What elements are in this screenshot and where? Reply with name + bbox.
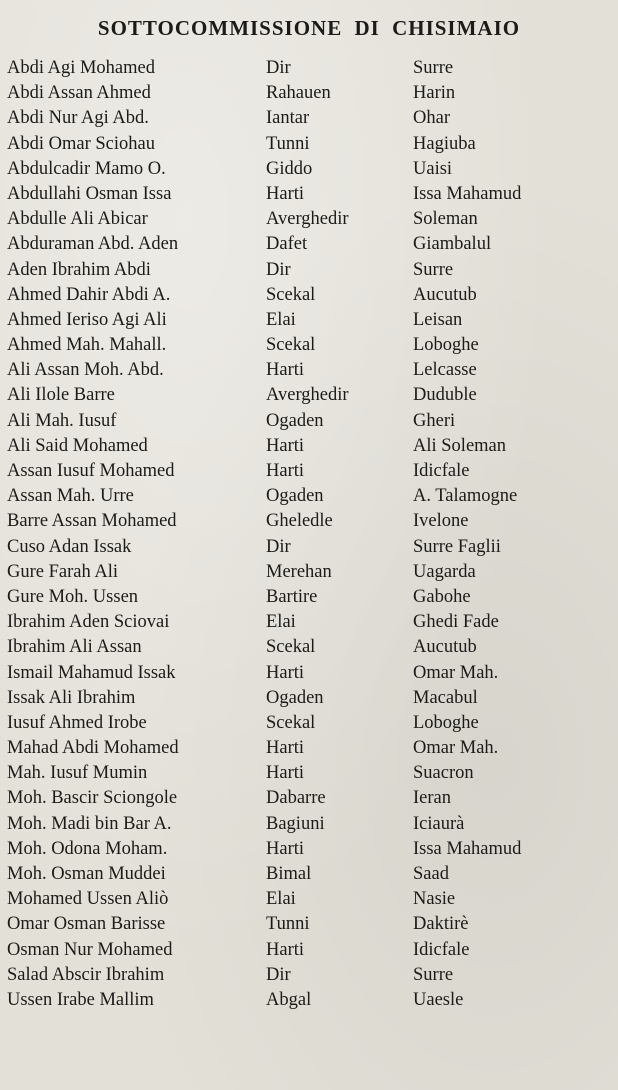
person-name: Moh. Odona Moham. (7, 838, 168, 859)
tribe-name: Tunni (266, 133, 310, 154)
tribe-name: Ogaden (266, 410, 324, 431)
person-name: Aden Ibrahim Abdi (7, 259, 151, 280)
subtribe-name: Omar Mah. (413, 738, 499, 759)
person-name: Assan Iusuf Mohamed (7, 461, 175, 481)
tribe-name: Rahauen (266, 83, 331, 104)
list-row (7, 988, 607, 1013)
person-name: Salad Abscir Ibrahim (7, 964, 165, 985)
list-row (7, 106, 607, 131)
list-row (7, 635, 607, 660)
subtribe-name: Macabul (413, 687, 478, 708)
person-name: Barre Assan Mohamed (7, 511, 177, 532)
person-name: Abdi Nur Agi Abd. (7, 108, 149, 129)
subtribe-name: Ivelone (413, 511, 469, 532)
list-row (7, 585, 607, 610)
list-row (7, 761, 607, 786)
person-name: Ali Mah. Iusuf (7, 410, 117, 431)
list-row (7, 560, 607, 585)
person-name: Ahmed Mah. Mahall. (7, 335, 167, 356)
tribe-name: Tunni (266, 914, 310, 935)
tribe-name: Iantar (266, 108, 310, 129)
person-name: Mah. Iusuf Mumin (7, 763, 148, 784)
subtribe-name: Lelcasse (413, 360, 477, 381)
subtribe-name: Harin (413, 83, 456, 104)
subtribe-name: Uaisi (413, 158, 453, 179)
person-name: Abdi Agi Mohamed (7, 58, 155, 78)
list-row (7, 283, 607, 308)
tribe-name: Harti (266, 435, 305, 456)
tribe-name: Averghedir (266, 385, 349, 406)
list-row (7, 56, 607, 81)
subtribe-name: Ali Soleman (413, 435, 507, 456)
subtribe-name: Idicfale (413, 461, 470, 481)
subtribe-name: Suacron (413, 763, 474, 784)
list-row (7, 484, 607, 509)
person-name: Iusuf Ahmed Irobe (7, 712, 147, 733)
tribe-name: Harti (266, 183, 305, 204)
subtribe-name: Hagiuba (413, 133, 476, 154)
person-name: Ussen Irabe Mallim (7, 989, 154, 1010)
subtribe-name: Uagarda (413, 561, 476, 582)
tribe-name: Elai (266, 309, 296, 330)
subtribe-name: Iciaurà (413, 813, 465, 834)
list-row (7, 661, 607, 686)
tribe-name: Harti (266, 763, 305, 784)
tribe-name: Averghedir (266, 209, 349, 230)
list-row (7, 711, 607, 736)
tribe-name: Gheledle (266, 511, 333, 532)
list-row (7, 232, 607, 257)
list-row (7, 509, 607, 534)
subtribe-name: Ohar (413, 108, 450, 129)
list-row (7, 786, 607, 811)
list-row (7, 812, 607, 837)
tribe-name: Ogaden (266, 687, 324, 708)
list-row (7, 862, 607, 887)
list-row (7, 837, 607, 862)
list-row (7, 409, 607, 434)
tribe-name: Scekal (266, 335, 316, 356)
subtribe-name: A. Talamogne (413, 486, 518, 507)
list-row (7, 459, 607, 484)
list-row (7, 258, 607, 283)
person-name: Abduraman Abd. Aden (7, 234, 179, 255)
person-name: Abdi Omar Sciohau (7, 133, 155, 154)
person-name: Moh. Osman Muddei (7, 864, 166, 884)
list-row (7, 686, 607, 711)
name-list (7, 56, 607, 1013)
person-name: Abdulle Ali Abicar (7, 209, 148, 230)
tribe-name: Ogaden (266, 486, 324, 507)
tribe-name: Harti (266, 360, 305, 381)
subtribe-name: Leisan (413, 309, 463, 330)
subtribe-name: Aucutub (413, 637, 477, 658)
tribe-name: Harti (266, 461, 305, 481)
person-name: Ahmed Dahir Abdi A. (7, 284, 171, 305)
subtribe-name: Ghedi Fade (413, 612, 499, 633)
person-name: Abdullahi Osman Issa (7, 183, 172, 204)
subtribe-name: Gheri (413, 410, 456, 431)
person-name: Gure Farah Ali (7, 561, 118, 582)
tribe-name: Bagiuni (266, 813, 325, 834)
tribe-name: Elai (266, 889, 296, 910)
subtribe-name: Issa Mahamud (413, 183, 522, 204)
tribe-name: Abgal (266, 989, 312, 1010)
person-name: Ali Assan Moh. Abd. (7, 360, 164, 381)
subtribe-name: Soleman (413, 209, 478, 230)
person-name: Ibrahim Aden Sciovai (7, 612, 170, 633)
subtribe-name: Duduble (413, 385, 477, 406)
person-name: Moh. Madi bin Bar A. (7, 813, 172, 834)
person-name: Assan Mah. Urre (7, 486, 134, 507)
subtribe-name: Uaesle (413, 989, 464, 1010)
subtribe-name: Surre (413, 58, 454, 78)
subtribe-name: Loboghe (413, 712, 479, 733)
list-row (7, 887, 607, 912)
tribe-name: Harti (266, 838, 305, 859)
subtribe-name: Omar Mah. (413, 662, 499, 683)
list-row (7, 610, 607, 635)
tribe-name: Dir (266, 259, 291, 280)
subtribe-name: Daktirè (413, 914, 469, 935)
list-row (7, 963, 607, 988)
subtribe-name: Gabohe (413, 586, 471, 607)
tribe-name: Bartire (266, 586, 318, 607)
tribe-name: Dir (266, 536, 291, 557)
subtribe-name: Nasie (413, 889, 456, 910)
person-name: Ibrahim Ali Assan (7, 637, 142, 658)
subtribe-name: Surre Faglii (413, 536, 501, 557)
subtribe-name: Saad (413, 864, 449, 884)
subtribe-name: Surre (413, 259, 454, 280)
person-name: Osman Nur Mohamed (7, 939, 173, 960)
tribe-name: Bimal (266, 864, 312, 884)
person-name: Mahad Abdi Mohamed (7, 738, 179, 759)
subtribe-name: Ieran (413, 788, 451, 809)
list-row (7, 157, 607, 182)
tribe-name: Giddo (266, 158, 313, 179)
tribe-name: Harti (266, 939, 305, 960)
tribe-name: Dir (266, 964, 291, 985)
person-name: Mohamed Ussen Aliò (7, 889, 169, 910)
tribe-name: Harti (266, 662, 305, 683)
person-name: Omar Osman Barisse (7, 914, 166, 935)
list-row (7, 182, 607, 207)
person-name: Ali Said Mohamed (7, 435, 148, 456)
person-name: Abdi Assan Ahmed (7, 83, 151, 104)
subtribe-name: Issa Mahamud (413, 838, 522, 859)
person-name: Moh. Bascir Sciongole (7, 788, 178, 809)
person-name: Abdulcadir Mamo O. (7, 158, 166, 179)
tribe-name: Scekal (266, 637, 316, 658)
list-row (7, 434, 607, 459)
list-row (7, 535, 607, 560)
page-title: SOTTOCOMMISSIONE DI CHISIMAIO (97, 16, 521, 40)
list-row (7, 938, 607, 963)
list-row (7, 132, 607, 157)
tribe-name: Elai (266, 612, 296, 633)
list-row (7, 308, 607, 333)
subtribe-name: Giambalul (413, 234, 492, 255)
subtribe-name: Aucutub (413, 284, 477, 305)
tribe-name: Scekal (266, 284, 316, 305)
person-name: Ali Ilole Barre (7, 385, 115, 406)
person-name: Issak Ali Ibrahim (7, 687, 136, 708)
tribe-name: Scekal (266, 712, 316, 733)
tribe-name: Dir (266, 58, 291, 78)
list-row (7, 81, 607, 106)
tribe-name: Dafet (266, 234, 308, 255)
list-row (7, 358, 607, 383)
person-name: Cuso Adan Issak (7, 536, 132, 557)
subtribe-name: Loboghe (413, 335, 479, 356)
list-row (7, 333, 607, 358)
list-row (7, 912, 607, 937)
tribe-name: Merehan (266, 561, 332, 582)
list-row (7, 736, 607, 761)
list-row (7, 383, 607, 408)
person-name: Ahmed Ieriso Agi Ali (7, 309, 167, 330)
list-row (7, 207, 607, 232)
person-name: Ismail Mahamud Issak (7, 662, 176, 683)
person-name: Gure Moh. Ussen (7, 586, 139, 607)
subtribe-name: Idicfale (413, 939, 470, 960)
tribe-name: Dabarre (266, 788, 326, 809)
tribe-name: Harti (266, 738, 305, 759)
subtribe-name: Surre (413, 964, 454, 985)
